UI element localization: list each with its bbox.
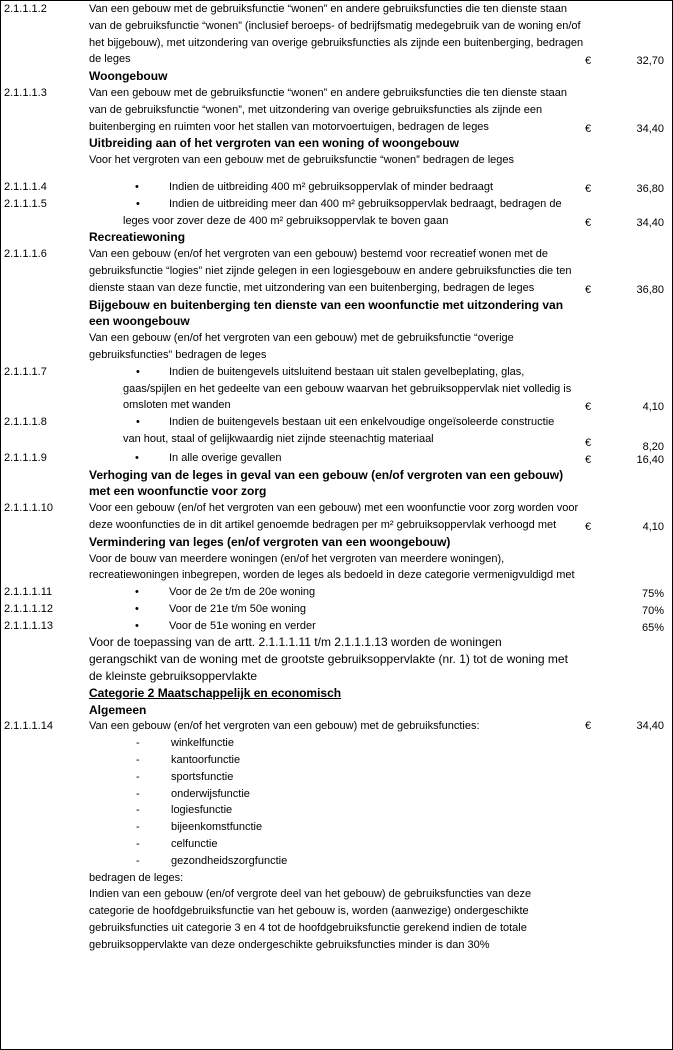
currency-symbol: € [585, 401, 592, 414]
list-item [136, 769, 672, 786]
section-paragraph: Voor de toepassing van de artt. 2.1.1.1.11 t/m 2.1.1.1.13 worden de woningen gerangschikt van de woning met de grootste gebruiksoppervlakte (nr. 1) tot de woning met de kleinste gebruiksoppervlakte [89, 635, 568, 684]
dash-icon: - [136, 770, 140, 783]
list-item [136, 853, 672, 870]
list-item [136, 752, 672, 769]
section-heading: Algemeen [89, 702, 147, 717]
bullet-item [123, 364, 573, 414]
article-number: 2.1.1.1.6 [4, 248, 47, 261]
function-list [1, 735, 672, 869]
bullet-icon: • [136, 197, 140, 210]
fee-amount: 36,80 [636, 182, 664, 195]
article-number: 2.1.1.1.10 [4, 502, 53, 515]
bullet-item [135, 601, 581, 618]
bullet-text: Indien de buitengevels bestaan uit een enkelvoudige ongeïsoleerde constructie van hout, staal of gelijkwaardig niet zijnde steenachtig materiaal [123, 416, 555, 445]
list-item-text: logiesfunctie [171, 804, 233, 817]
section-paragraph: Voor het vergroten van een gebouw met de gebruiksfunctie “wonen” bedragen de leges [89, 154, 515, 167]
dash-icon: - [136, 787, 140, 800]
fee-row [1, 500, 672, 534]
fee-row [1, 1, 672, 68]
article-number: 2.1.1.1.9 [4, 451, 47, 464]
fee-percentage: 65% [641, 621, 664, 634]
bullet-icon: • [135, 586, 139, 599]
currency-symbol: € [585, 453, 592, 466]
fee-row [1, 196, 672, 230]
bullet-text: Indien de buitengevels uitsluitend bestaan uit stalen gevelbeplating, glas, gaas/spijlen en het gedeelte van een gebouw waarvan het gebruiksoppervlak niet volledig is omsloten met wanden [123, 365, 572, 412]
section-heading: Uitbreiding aan of het vergroten van een woning of woongebouw [89, 136, 460, 151]
fee-row [1, 618, 672, 635]
section-paragraph: Indien van een gebouw (en/of vergrote deel van het gebouw) de gebruiksfuncties van deze categorie de hoofdgebruiksfunctie van het gebouw is, worden (aanwezige) ondergeschikte gebruiksfuncties uit categorie 3 en 4 tot de hoofdgebruiksfunctie gerekend indien de totale gebruiksoppervlakte van deze ondergeschikte gebruiksfuncties minder is dan 30% [89, 888, 532, 951]
section-paragraph: bedragen de leges: [89, 871, 184, 884]
section-heading: Bijgebouw en buitenberging ten dienste van een woonfunctie met uitzondering van een woongebouw [89, 297, 564, 329]
fee-amount: 16,40 [636, 453, 664, 466]
article-number: 2.1.1.1.3 [4, 86, 47, 99]
currency-symbol: € [585, 436, 592, 449]
list-item-text: celfunctie [171, 838, 218, 851]
bullet-item [135, 584, 581, 601]
section-heading: Verhoging van de leges in geval van een gebouw (en/of vergroten van een gebouw) met een woonfunctie voor zorg [89, 467, 564, 499]
article-text: Van een gebouw (en/of het vergroten van een gebouw) bestemd voor recreatief wonen met de gebruiksfunctie “logies” niet zijnde gelegen in een logiesgebouw en andere gebruiksfuncties die ten dienste staan van deze functie, met uitzondering van een buitenberging, bedragen de leges [89, 248, 572, 294]
bullet-text: Indien de uitbreiding 400 m² gebruiksoppervlak of minder bedraagt [169, 180, 494, 193]
fee-percentage: 70% [641, 604, 664, 617]
dash-icon: - [136, 754, 140, 767]
article-number: 2.1.1.1.2 [4, 3, 47, 15]
bullet-item [135, 618, 581, 635]
list-item [136, 819, 672, 836]
fee-amount: 34,40 [636, 216, 664, 229]
article-number: 2.1.1.1.11 [4, 586, 53, 599]
fee-amount: 32,70 [636, 55, 664, 68]
fee-row [1, 364, 672, 414]
article-text: Voor een gebouw (en/of het vergroten van een gebouw) met een woonfunctie voor zorg worden voor deze woonfuncties de in dit artikel genoemde bedragen per m² gebruiksoppervlak verhoogd met [89, 502, 579, 531]
bullet-item [123, 414, 573, 448]
bullet-icon: • [135, 619, 139, 632]
fee-row [1, 179, 672, 196]
bullet-icon: • [135, 180, 139, 193]
dash-icon: - [136, 854, 140, 867]
list-item-text: gezondheidszorgfunctie [171, 854, 288, 867]
article-number: 2.1.1.1.12 [4, 602, 53, 615]
article-number: 2.1.1.1.14 [4, 720, 53, 733]
category-heading: Categorie 2 Maatschappelijk en economisch [89, 685, 342, 700]
article-number: 2.1.1.1.8 [4, 416, 47, 429]
fee-amount: 34,40 [636, 122, 664, 135]
article-text: Van een gebouw (en/of het vergroten van een gebouw) met de gebruiksfuncties: [89, 720, 480, 733]
bullet-icon: • [136, 365, 140, 378]
section-heading: Vermindering van leges (en/of vergroten van een woongebouw) [89, 534, 451, 549]
fee-row [1, 414, 672, 453]
list-item [136, 836, 672, 853]
list-item-text: onderwijsfunctie [171, 787, 250, 800]
dash-icon: - [136, 838, 140, 851]
bullet-text: In alle overige gevallen [169, 451, 282, 464]
article-number: 2.1.1.1.5 [4, 197, 47, 210]
list-item-text: kantoorfunctie [171, 754, 241, 767]
article-number: 2.1.1.1.4 [4, 180, 47, 193]
fee-row [1, 584, 672, 601]
fee-amount: 36,80 [636, 283, 664, 296]
fee-amount: 34,40 [636, 720, 664, 733]
list-item-text: bijeenkomstfunctie [171, 821, 263, 834]
article-text: Van een gebouw met de gebruiksfunctie “wonen” en andere gebruiksfuncties die ten dienste staan van de gebruiksfunctie “wonen” (inclusief beroeps- of bedrijfsmatig medegebruik van de woning en/of het bijgebouw), met uitzondering van overige gebruiksfuncties als zijnde een buitenberging, bedragen de leges [89, 3, 584, 66]
currency-symbol: € [585, 520, 592, 533]
fee-row [1, 718, 672, 735]
bullet-item [135, 179, 581, 196]
list-item-text: winkelfunctie [171, 737, 234, 750]
fee-amount: 8,20 [642, 440, 664, 453]
list-item [136, 802, 672, 819]
dash-icon: - [136, 821, 140, 834]
bullet-item [123, 196, 573, 230]
bullet-text: Voor de 2e t/m de 20e woning [169, 586, 316, 599]
bullet-icon: • [135, 451, 139, 464]
currency-symbol: € [585, 720, 592, 733]
section-paragraph: Voor de bouw van meerdere woningen (en/of het vergroten van meerdere woningen), recreatiewoningen inbegrepen, worden de leges als bedoeld in deze categorie vermenigvuldigd met [89, 552, 575, 582]
section-heading: Recreatiewoning [89, 230, 186, 245]
dash-icon: - [136, 804, 140, 817]
fee-row [1, 85, 672, 135]
bullet-text: Indien de uitbreiding meer dan 400 m² gebruiksoppervlak bedraagt, bedragen de leges voor zover deze de 400 m² gebruiksoppervlak te boven gaan [123, 197, 562, 227]
bullet-text: Voor de 51e woning en verder [169, 619, 316, 632]
section-heading: Woongebouw [89, 69, 168, 84]
currency-symbol: € [585, 55, 592, 68]
fee-row [1, 601, 672, 618]
currency-symbol: € [585, 122, 592, 135]
article-number: 2.1.1.1.7 [4, 365, 47, 378]
list-item [136, 735, 672, 752]
fee-row [1, 450, 672, 467]
list-item-text: sportsfunctie [171, 770, 234, 783]
fee-percentage: 75% [641, 588, 664, 601]
bullet-text: Voor de 21e t/m 50e woning [169, 602, 306, 615]
fee-amount: 4,10 [642, 401, 664, 414]
dash-icon: - [136, 737, 140, 750]
currency-symbol: € [585, 283, 592, 296]
list-item [136, 786, 672, 803]
bullet-icon: • [135, 602, 139, 615]
fee-amount: 4,10 [642, 520, 664, 533]
bullet-icon: • [136, 416, 140, 429]
article-number: 2.1.1.1.13 [4, 619, 53, 632]
article-text: Van een gebouw met de gebruiksfunctie “wonen” en andere gebruiksfuncties die ten dienste staan van de gebruiksfunctie “wonen”, met uitzondering van overige gebruiksfuncties als zijnde een buitenberging en ruimten voor het stallen van motorvoertuigen, bedragen de leges [89, 86, 567, 133]
currency-symbol: € [585, 182, 592, 195]
fee-row [1, 246, 672, 296]
currency-symbol: € [585, 216, 592, 229]
bullet-item [135, 450, 581, 467]
section-paragraph: Van een gebouw (en/of het vergroten van een gebouw) met de gebruiksfunctie “overige gebruiksfuncties” bedragen de leges [89, 332, 514, 361]
